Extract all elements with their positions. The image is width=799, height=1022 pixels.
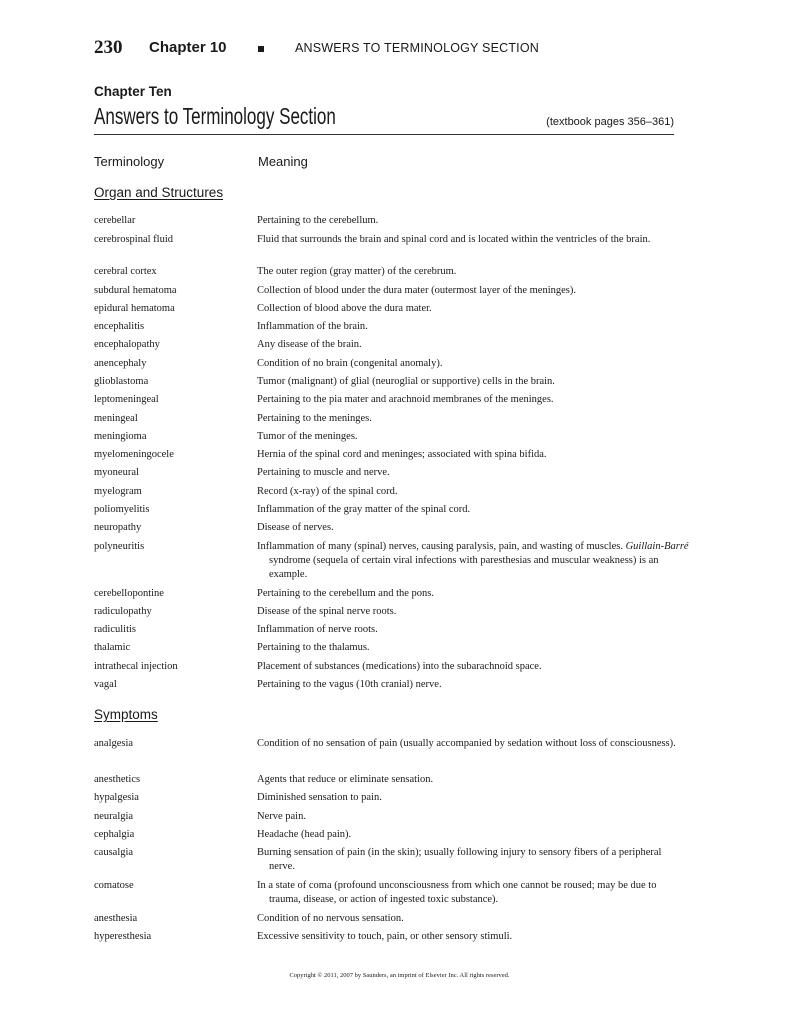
term: epidural hematoma	[94, 303, 175, 314]
meaning	[257, 485, 689, 499]
meaning-text: Agents that reduce or eliminate sensation.	[257, 774, 434, 785]
meaning	[257, 605, 689, 619]
term: cerebellopontine	[94, 588, 164, 599]
term: cerebellar	[94, 215, 136, 226]
meaning	[257, 214, 689, 228]
page-number: 230	[94, 37, 123, 58]
term: causalgia	[94, 847, 134, 858]
meaning-text: Fluid that surrounds the brain and spinal cord and is located within the ventricles of the brain.	[257, 234, 651, 245]
term: myelogram	[94, 486, 142, 497]
meaning-text: Pertaining to the pia mater and arachnoid membranes of the meninges.	[257, 394, 554, 405]
meaning	[257, 357, 689, 371]
meaning	[257, 791, 689, 805]
meaning-text: Pertaining to the vagus (10th cranial) nerve.	[257, 679, 442, 690]
term: hypalgesia	[94, 792, 139, 803]
meaning-text: Pertaining to the thalamus.	[257, 642, 370, 653]
meaning-text: Collection of blood above the dura mater.	[257, 303, 432, 314]
meaning-text: Headache (head pain).	[257, 829, 352, 840]
column-header-terminology: Terminology	[94, 154, 165, 169]
meaning-text: Disease of nerves.	[257, 522, 334, 533]
meaning-text: Tumor of the meninges.	[257, 431, 358, 442]
meaning	[257, 660, 689, 674]
meaning	[257, 879, 689, 907]
meaning	[257, 810, 689, 824]
term: glioblastoma	[94, 376, 149, 387]
meaning-text: Pertaining to the cerebellum.	[257, 215, 379, 226]
term: myoneural	[94, 467, 139, 478]
meaning-text: Hernia of the spinal cord and meninges; associated with spina bifida.	[257, 449, 547, 460]
meaning-text: Pertaining to the meninges.	[257, 413, 372, 424]
meaning	[257, 540, 689, 582]
meaning	[257, 320, 689, 334]
term: cerebral cortex	[94, 266, 157, 277]
meaning-emphasis: Guillain-Barré	[625, 541, 689, 552]
meaning	[257, 302, 689, 316]
term: neuropathy	[94, 522, 142, 533]
term: neuralgia	[94, 811, 134, 822]
meaning-text: Pertaining to the cerebellum and the pons.	[257, 588, 434, 599]
chapter-label: Chapter 10	[149, 39, 227, 56]
meaning	[257, 430, 689, 444]
page-title: Answers to Terminology Section	[94, 103, 336, 129]
meaning	[257, 375, 689, 389]
term: thalamic	[94, 642, 131, 653]
meaning	[257, 846, 689, 874]
meaning	[257, 412, 689, 426]
term: cerebrospinal fluid	[94, 234, 174, 245]
meaning-text: Excessive sensitivity to touch, pain, or other sensory stimuli.	[257, 931, 513, 942]
meaning	[257, 503, 689, 517]
running-section-title: ANSWERS TO TERMINOLOGY SECTION	[295, 41, 540, 55]
meaning-text: Tumor (malignant) of glial (neuroglial or supportive) cells in the brain.	[257, 376, 555, 387]
meaning-text: Condition of no nervous sensation.	[257, 913, 404, 924]
term: encephalitis	[94, 321, 145, 332]
meaning-text: Condition of no brain (congenital anomaly).	[257, 358, 443, 369]
meaning	[257, 466, 689, 480]
term: radiculopathy	[94, 606, 152, 617]
meaning	[257, 587, 689, 601]
term: radiculitis	[94, 624, 136, 635]
meaning	[257, 284, 689, 298]
term: leptomeningeal	[94, 394, 159, 405]
meaning	[257, 912, 689, 926]
copyright-footer: Copyright © 2011, 2007 by Saunders, an imprint of Elsevier Inc. All rights reserved.	[289, 972, 510, 979]
meaning-text: Burning sensation of pain (in the skin); usually following injury to sensory fibers of a peripheral nerve.	[257, 847, 662, 872]
meaning	[257, 641, 689, 655]
term: anesthetics	[94, 774, 141, 785]
term: vagal	[94, 679, 117, 690]
meaning-text: Diminished sensation to pain.	[257, 792, 382, 803]
term: meningioma	[94, 431, 147, 442]
meaning	[257, 773, 689, 787]
term: subdural hematoma	[94, 285, 177, 296]
meaning-text-continued: syndrome (sequela of certain viral infections with paresthesias and muscular weakness) is an example.	[269, 555, 659, 580]
term: cephalgia	[94, 829, 135, 840]
term: meningeal	[94, 413, 138, 424]
term: encephalopathy	[94, 339, 160, 350]
square-bullet-icon	[258, 46, 264, 52]
meaning-text: Placement of substances (medications) into the subarachnoid space.	[257, 661, 542, 672]
section-heading: Organ and Structures	[94, 185, 224, 200]
meaning-text: Nerve pain.	[257, 811, 306, 822]
textbook-pages-reference: (textbook pages 356–361)	[546, 116, 674, 128]
meaning-text: Disease of the spinal nerve roots.	[257, 606, 397, 617]
term: poliomyelitis	[94, 504, 150, 515]
meaning	[257, 737, 689, 751]
meaning	[257, 623, 689, 637]
meaning-text: Record (x-ray) of the spinal cord.	[257, 486, 398, 497]
meaning	[257, 930, 689, 944]
meaning-text: Inflammation of nerve roots.	[257, 624, 378, 635]
term: analgesia	[94, 738, 134, 749]
title-divider	[94, 134, 674, 135]
meaning-text: Inflammation of many (spinal) nerves, causing paralysis, pain, and wasting of muscles.	[257, 541, 623, 552]
section-heading: Symptoms	[94, 707, 158, 722]
term: hyperesthesia	[94, 931, 152, 942]
term: intrathecal injection	[94, 661, 178, 672]
meaning-text: The outer region (gray matter) of the cerebrum.	[257, 266, 457, 277]
meaning-text: In a state of coma (profound unconsciousness from which one cannot be roused; may be due to trauma, disease, or action of ingested toxic substance).	[257, 880, 657, 905]
meaning	[257, 233, 689, 247]
meaning	[257, 265, 689, 279]
term: anencephaly	[94, 358, 147, 369]
meaning	[257, 678, 689, 692]
meaning-text: Any disease of the brain.	[257, 339, 362, 350]
meaning-text: Condition of no sensation of pain (usually accompanied by sedation without loss of consciousness).	[257, 738, 676, 749]
meaning	[257, 448, 689, 462]
term: anesthesia	[94, 913, 138, 924]
term: polyneuritis	[94, 541, 145, 552]
meaning	[257, 338, 689, 352]
meaning-text: Inflammation of the gray matter of the spinal cord.	[257, 504, 471, 515]
chapter-heading: Chapter Ten	[94, 84, 172, 99]
meaning-text: Pertaining to muscle and nerve.	[257, 467, 390, 478]
meaning-text: Inflammation of the brain.	[257, 321, 368, 332]
meaning	[257, 521, 689, 535]
meaning	[257, 393, 689, 407]
column-header-meaning: Meaning	[258, 154, 308, 169]
meaning	[257, 828, 689, 842]
term: myelomeningocele	[94, 449, 174, 460]
meaning-text: Collection of blood under the dura mater (outermost layer of the meninges).	[257, 285, 576, 296]
term: comatose	[94, 880, 134, 891]
